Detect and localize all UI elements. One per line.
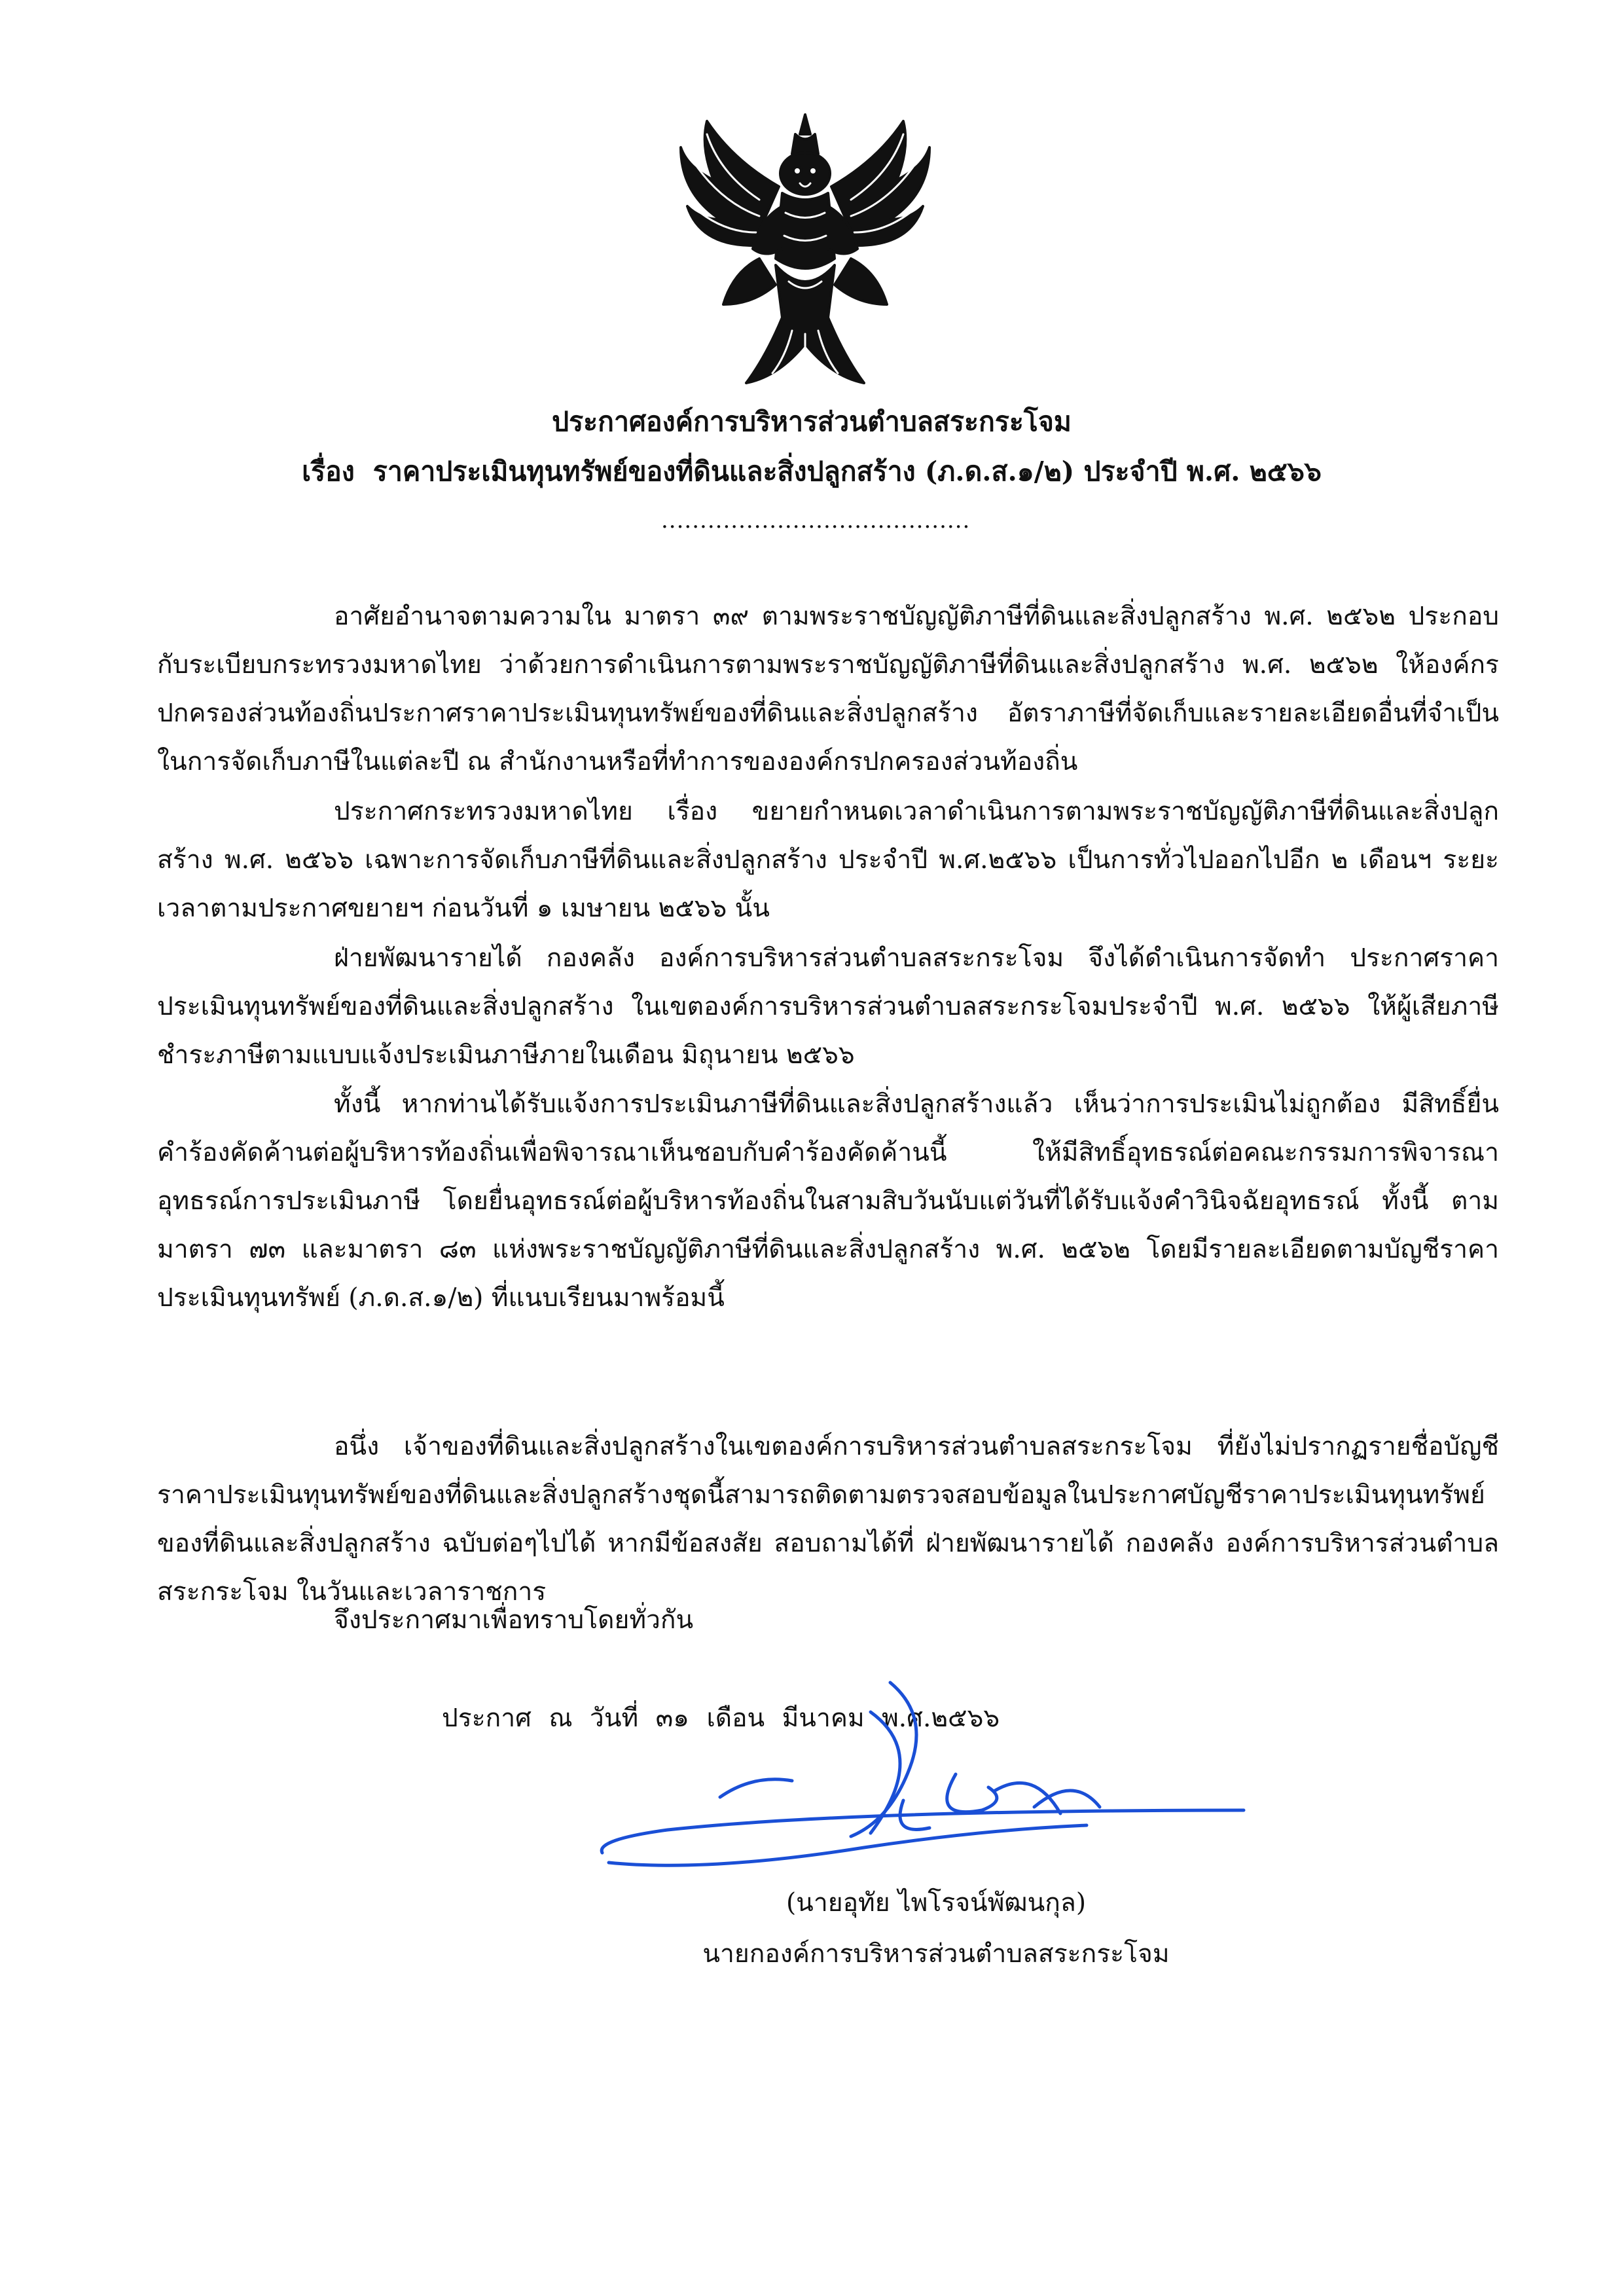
body-paragraph — [157, 1423, 1499, 1616]
at-word: ณ — [549, 1704, 573, 1733]
year-label: พ.ศ. — [882, 1704, 931, 1733]
closing-statement: จึงประกาศมาเพื่อทราบโดยทั่วกัน — [334, 1605, 694, 1635]
signer-title: นายกองค์การบริหารส่วนตำบลสระกระโจม — [702, 1939, 1170, 1969]
paragraph-text: อนึ่ง เจ้าของที่ดินและสิ่งปลูกสร้างในเขตองค์การบริหารส่วนตำบลสระกระโจม ที่ยังไม่ปรากฏรายชื่อบัญชีราคาประเมินทุนทรัพย์ของที่ดินและสิ่งปลูกสร้างชุดนี้สามารถติดตามตรวจสอบข้อมูลในประกาศบัญชีราคาประเมินทุนทรัพย์ของที่ดินและสิ่งปลูกสร้าง ฉบับต่อๆไปได้ หากมีข้อสงสัย สอบถามได้ที่ ฝ่ายพัฒนารายได้ กองคลัง องค์การบริหารส่วนตำบลสระกระโจม ในวันและเวลาราชการ — [157, 1432, 1499, 1607]
title-separator: ........................................ — [661, 507, 971, 534]
body-paragraph — [157, 592, 1499, 786]
day-value: ๓๑ — [655, 1704, 690, 1733]
month-label: เดือน — [706, 1704, 765, 1733]
paragraph-text: ฝ่ายพัฒนารายได้ กองคลัง องค์การบริหารส่วนตำบลสระกระโจม จึงได้ดำเนินการจัดทำ ประกาศราคาประเมินทุนทรัพย์ของที่ดินและสิ่งปลูกสร้าง ในเขตองค์การบริหารส่วนตำบลสระกระโจมประจำปี พ.ศ. ๒๕๖๖ ให้ผู้เสียภาษีชำระภาษีตามแบบแจ้งประเมินภาษีภายในเดือน มิถุนายน ๒๕๖๖ — [157, 943, 1499, 1070]
body-paragraph — [157, 1080, 1499, 1322]
body-paragraph — [157, 788, 1499, 933]
month-value: มีนาคม — [782, 1704, 865, 1733]
signer-name: (นายอุทัย ไพโรจน์พัฒนกุล) — [785, 1888, 1087, 1918]
paragraph-text: ประกาศกระทรวงมหาดไทย เรื่อง ขยายกำหนดเวลาดำเนินการตามพระราชบัญญัติภาษีที่ดินและสิ่งปลูกสร้าง พ.ศ. ๒๕๖๖ เฉพาะการจัดเก็บภาษีที่ดินและสิ่งปลูกสร้าง ประจำปี พ.ศ.๒๕๖๖ เป็นการทั่วไปออกไปอีก ๒ เดือนฯ ระยะเวลาตามประกาศขยายฯ ก่อนวันที่ ๑ เมษายน ๒๕๖๖ นั้น — [157, 797, 1499, 923]
announcement-subject — [98, 448, 1525, 495]
paragraph-text: ทั้งนี้ หากท่านได้รับแจ้งการประเมินภาษีที่ดินและสิ่งปลูกสร้างแล้ว เห็นว่าการประเมินไม่ถูกต้อง มีสิทธิ์ยื่นคำร้องคัดค้านต่อผู้บริหารท้องถิ่นเพื่อพิจารณาเห็นชอบกับคำร้องคัดค้านนี้ ให้มีสิทธิ์อุทธรณ์ต่อคณะกรรมการพิจารณาอุทธรณ์การประเมินภาษี โดยยื่นอุทธรณ์ต่อผู้บริหารท้องถิ่นในสามสิบวันนับแต่วันที่ได้รับแจ้งคำวินิจฉัยอุทธรณ์ ทั้งนี้ ตามมาตรา ๗๓ และมาตรา ๘๓ แห่งพระราชบัญญัติภาษีที่ดินและสิ่งปลูกสร้าง พ.ศ. ๒๕๖๒ โดยมีรายละเอียดตามบัญชีราคาประเมินทุนทรัพย์ (ภ.ด.ส.๑/๒) ที่แนบเรียนมาพร้อมนี้ — [157, 1089, 1499, 1313]
subject-text: ราคาประเมินทุนทรัพย์ของที่ดินและสิ่งปลูกสร้าง (ภ.ด.ส.๑/๒) ประจำปี พ.ศ. ๒๕๖๖ — [372, 456, 1322, 487]
announcement-title: ประกาศองค์การบริหารส่วนตำบลสระกระโจม — [552, 406, 1072, 437]
paragraph-text: อาศัยอำนาจตามความใน มาตรา ๓๙ ตามพระราชบัญญัติภาษีที่ดินและสิ่งปลูกสร้าง พ.ศ. ๒๕๖๒ ประกอบกับระเบียบกระทรวงมหาดไทย ว่าด้วยการดำเนินการตามพระราชบัญญัติภาษีที่ดินและสิ่งปลูกสร้าง พ.ศ. ๒๕๖๒ ให้องค์กรปกครองส่วนท้องถิ่นประกาศราคาประเมินทุนทรัพย์ของที่ดินและสิ่งปลูกสร้าง อัตราภาษีที่จัดเก็บและรายละเอียดอื่นที่จำเป็นในการจัดเก็บภาษีในแต่ละปี ณ สำนักงานหรือที่ทำการขององค์กรปกครองส่วนท้องถิ่น — [157, 602, 1499, 776]
day-label: วันที่ — [589, 1704, 639, 1733]
garuda-emblem-icon — [661, 108, 949, 396]
announce-word: ประกาศ — [442, 1704, 532, 1733]
subject-label: เรื่อง — [302, 456, 355, 487]
handwritten-signature — [589, 1676, 1257, 1886]
body-paragraph — [157, 934, 1499, 1080]
year-value: ๒๕๖๖ — [931, 1704, 1000, 1733]
